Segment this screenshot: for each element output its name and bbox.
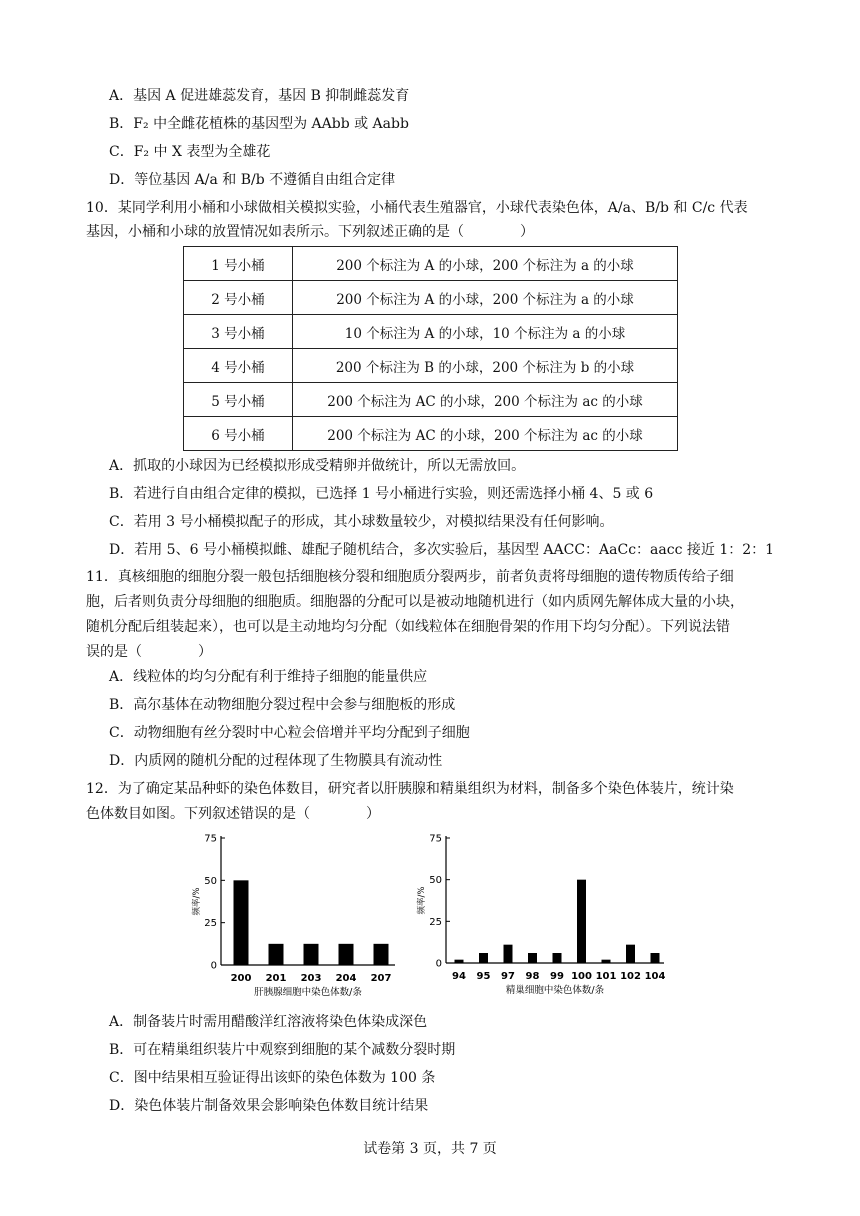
bar-99 bbox=[553, 953, 562, 963]
y-tick-label: 50 bbox=[429, 875, 442, 887]
bar-201 bbox=[269, 944, 284, 965]
q9-option-d: D．等位基因 A/a 和 B/b 不遵循自由组合定律 bbox=[109, 172, 396, 188]
x-tick-label: 97 bbox=[501, 971, 515, 982]
x-tick-label: 95 bbox=[476, 971, 491, 982]
bucket-content-cell: 200 个标注为 A 的小球，200 个标注为 a 的小球 bbox=[293, 247, 678, 281]
q11-option-b: B．高尔基体在动物细胞分裂过程中会参与细胞板的形成 bbox=[109, 697, 456, 713]
bucket-name-cell: 1 号小桶 bbox=[184, 247, 293, 281]
x-tick-label: 207 bbox=[370, 973, 392, 984]
bucket-content-cell: 200 个标注为 A 的小球，200 个标注为 a 的小球 bbox=[293, 281, 678, 315]
x-tick-label: 99 bbox=[550, 971, 564, 982]
q10-option-b: B．若进行自由组合定律的模拟，已选择 1 号小桶进行实验，则还需选择小桶 4、5 或 6 bbox=[109, 486, 654, 502]
q12-option-b: B．可在精巢组织装片中观察到细胞的某个减数分裂时期 bbox=[109, 1042, 456, 1058]
q10-stem-line2: 基因，小桶和小球的放置情况如表所示。下列叙述正确的是（ ） bbox=[86, 224, 534, 240]
q10-option-a: A．抓取的小球因为已经模拟形成受精卵并做统计，所以无需放回。 bbox=[109, 458, 526, 474]
table-row bbox=[184, 417, 678, 451]
x-tick-label: 101 bbox=[595, 971, 617, 982]
table-row bbox=[184, 383, 678, 417]
y-tick-label: 25 bbox=[429, 916, 442, 928]
q10-option-c: C．若用 3 号小桶模拟配子的形成，其小球数量较少，对模拟结果没有任何影响。 bbox=[109, 514, 614, 530]
bucket-content-cell: 10 个标注为 A 的小球，10 个标注为 a 的小球 bbox=[293, 315, 678, 349]
q12-option-a: A．制备装片时需用醋酸洋红溶液将染色体染成深色 bbox=[109, 1014, 428, 1030]
x-tick-label: 203 bbox=[300, 973, 322, 984]
x-tick-label: 200 bbox=[230, 973, 252, 984]
bucket-content-cell: 200 个标注为 B 的小球，200 个标注为 b 的小球 bbox=[293, 349, 678, 383]
bucket-name-cell: 6 号小桶 bbox=[184, 417, 293, 451]
q12-stem-line1: 12．为了确定某品种虾的染色体数目，研究者以肝胰腺和精巢组织为材料，制备多个染色体装片，统计染 bbox=[86, 781, 734, 797]
bar-200 bbox=[234, 880, 249, 965]
x-tick-label: 94 bbox=[452, 971, 466, 982]
bar-207 bbox=[374, 944, 389, 965]
q12-stem-line2: 色体数目如图。下列叙述错误的是（ ） bbox=[86, 806, 380, 822]
bucket-name-cell: 4 号小桶 bbox=[184, 349, 293, 383]
x-tick-label: 98 bbox=[525, 971, 540, 982]
bar-102 bbox=[626, 945, 635, 963]
y-tick-label: 0 bbox=[210, 960, 217, 972]
q11-option-d: D．内质网的随机分配的过程体现了生物膜具有流动性 bbox=[109, 753, 443, 769]
y-axis-label: 频率/% bbox=[192, 887, 202, 916]
testis-chromosome-chart bbox=[412, 826, 674, 1006]
y-axis-label: 频率/% bbox=[417, 886, 427, 915]
y-tick-label: 0 bbox=[435, 958, 442, 970]
y-tick-label: 25 bbox=[204, 918, 217, 930]
x-tick-label: 102 bbox=[620, 971, 641, 982]
bar-101 bbox=[602, 960, 611, 963]
bucket-name-cell: 3 号小桶 bbox=[184, 315, 293, 349]
bar-98 bbox=[528, 953, 537, 963]
q10-stem-line1: 10．某同学利用小桶和小球做相关模拟实验，小桶代表生殖器官，小球代表染色体，A/a、B/b 和 C/c 代表 bbox=[86, 200, 748, 216]
bucket-table bbox=[183, 246, 678, 451]
table-row bbox=[184, 281, 678, 315]
q12-option-d: D．染色体装片制备效果会影响染色体数目统计结果 bbox=[109, 1098, 429, 1114]
bucket-content-cell: 200 个标注为 AC 的小球，200 个标注为 ac 的小球 bbox=[293, 417, 678, 451]
q9-option-c: C．F₂ 中 X 表型为全雄花 bbox=[109, 144, 271, 160]
q11-stem-line4: 误的是（ ） bbox=[86, 644, 212, 660]
bar-95 bbox=[479, 953, 488, 963]
q11-stem-line2: 胞，后者则负责分母细胞的细胞质。细胞器的分配可以是被动地随机进行（如内质网先解体成大量的小块， bbox=[86, 594, 744, 610]
q9-option-a: A．基因 A 促进雄蕊发育，基因 B 抑制雌蕊发育 bbox=[109, 88, 410, 104]
bucket-name-cell: 5 号小桶 bbox=[184, 383, 293, 417]
y-tick-label: 75 bbox=[429, 833, 442, 845]
x-tick-label: 201 bbox=[265, 973, 287, 984]
q11-stem-line1: 11．真核细胞的细胞分裂一般包括细胞核分裂和细胞质分裂两步，前者负责将母细胞的遗传物质传给子细 bbox=[86, 569, 734, 585]
x-tick-label: 104 bbox=[644, 971, 666, 982]
q10-option-d: D．若用 5、6 号小桶模拟雌、雄配子随机结合，多次实验后，基因型 AACC：AaCc：aacc 接近 1：2：1 bbox=[109, 542, 775, 558]
x-axis-label: 精巢细胞中染色体数/条 bbox=[505, 985, 605, 996]
y-tick-label: 50 bbox=[204, 875, 217, 887]
table-row bbox=[184, 349, 678, 383]
bucket-name-cell: 2 号小桶 bbox=[184, 281, 293, 315]
q11-option-a: A．线粒体的均匀分配有利于维持子细胞的能量供应 bbox=[109, 669, 428, 685]
bar-97 bbox=[504, 945, 513, 963]
x-axis-label: 肝胰腺细胞中染色体数/条 bbox=[254, 987, 362, 998]
x-tick-label: 204 bbox=[335, 973, 357, 984]
liver-chromosome-chart bbox=[190, 826, 410, 1006]
bucket-content-cell: 200 个标注为 AC 的小球，200 个标注为 ac 的小球 bbox=[293, 383, 678, 417]
q11-option-c: C．动物细胞有丝分裂时中心粒会倍增并平均分配到子细胞 bbox=[109, 725, 470, 741]
bar-104 bbox=[651, 953, 660, 963]
bar-204 bbox=[339, 944, 354, 965]
q11-stem-line3: 随机分配后组装起来），也可以是主动地均匀分配（如线粒体在细胞骨架的作用下均匀分配）。下列说法错 bbox=[86, 619, 730, 635]
table-row bbox=[184, 315, 678, 349]
table-row bbox=[184, 247, 678, 281]
q12-option-c: C．图中结果相互验证得出该虾的染色体数为 100 条 bbox=[109, 1070, 436, 1086]
page-footer: 试卷第 3 页，共 7 页 bbox=[363, 1141, 497, 1157]
y-tick-label: 75 bbox=[204, 833, 217, 845]
bar-203 bbox=[304, 944, 319, 965]
x-tick-label: 100 bbox=[571, 971, 592, 982]
q9-option-b: B．F₂ 中全雌花植株的基因型为 AAbb 或 Aabb bbox=[109, 116, 409, 132]
bar-100 bbox=[577, 880, 586, 963]
bar-94 bbox=[455, 960, 464, 963]
